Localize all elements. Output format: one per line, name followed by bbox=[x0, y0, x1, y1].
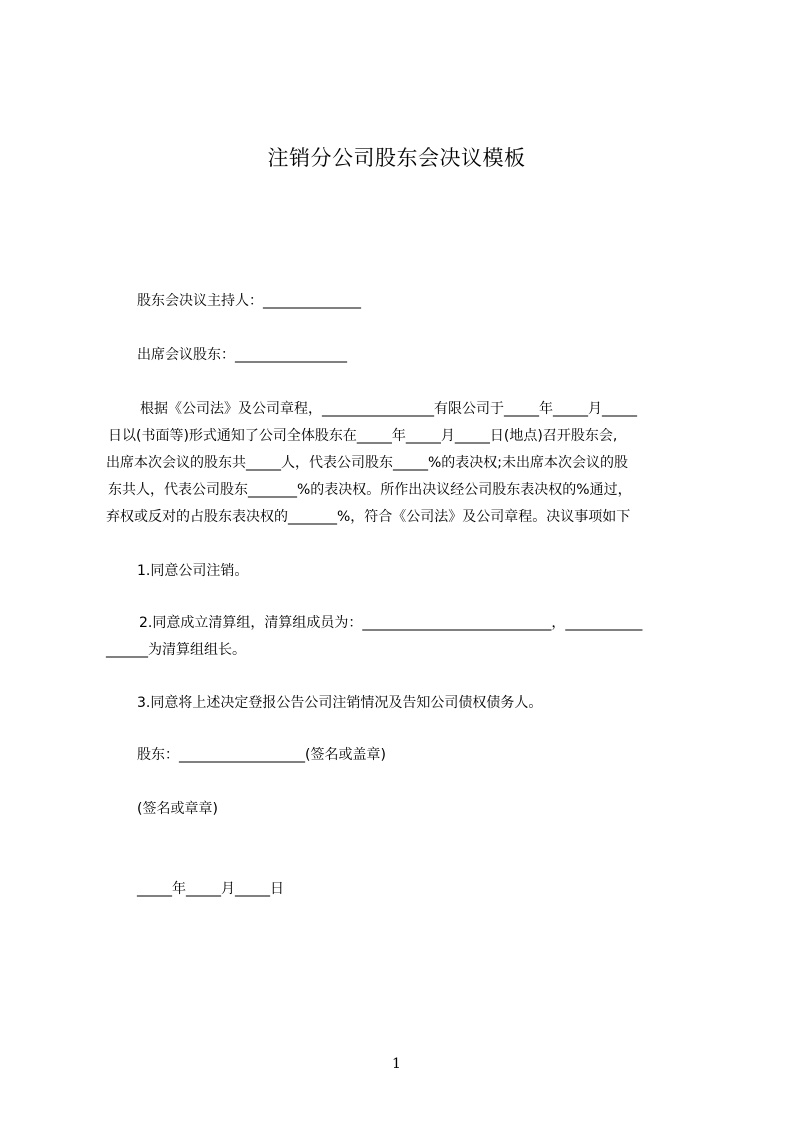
body-paragraph-line: 根据《公司法》及公司章程，________________有限公司于_____年_____月_____ bbox=[140, 401, 637, 417]
resolution-item-3: 3.同意将上述决定登报公告公司注销情况及告知公司债权债务人。 bbox=[137, 695, 543, 711]
resolution-item-1: 1.同意公司注销。 bbox=[137, 563, 249, 579]
signature-note: (签名或章章) bbox=[137, 801, 218, 817]
attendees-line: 出席会议股东：________________ bbox=[137, 347, 347, 363]
body-paragraph-line: 出席本次会议的股东共_____人，代表公司股东_____%的表决权;未出席本次会议的股 bbox=[106, 455, 629, 471]
date-line: _____年_____月_____日 bbox=[137, 881, 284, 897]
host-line: 股东会决议主持人：______________ bbox=[137, 293, 361, 309]
body-paragraph-line: 弃权或反对的占股东表决权的_______%，符合《公司法》及公司章程。决议事项如下 bbox=[106, 509, 631, 525]
body-paragraph-line: 日以(书面等)形式通知了公司全体股东在_____年_____月_____日(地点)召开股东会, bbox=[108, 428, 618, 444]
resolution-item-2-continued: ______为清算组组长。 bbox=[106, 642, 246, 658]
body-paragraph-line: 东共人，代表公司股东_______%的表决权。所作出决议经公司股东表决权的%通过， bbox=[108, 482, 632, 498]
shareholder-signature-line: 股东：__________________(签名或盖章) bbox=[137, 747, 386, 763]
resolution-item-2: 2.同意成立清算组，清算组成员为：___________________________，___________ bbox=[139, 615, 643, 631]
page-number: 1 bbox=[392, 1056, 401, 1072]
document-title: 注销分公司股东会决议模板 bbox=[267, 146, 526, 170]
